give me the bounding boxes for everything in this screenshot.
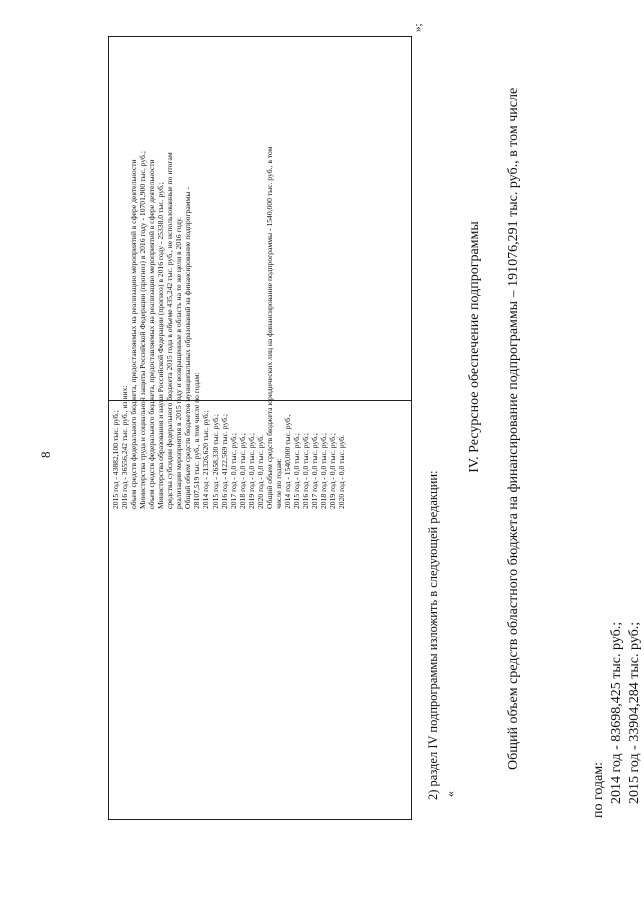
table-line: 2016 год - 4122,569 тыс. руб.; xyxy=(219,413,229,509)
table-line: 2020 год - 0,0 тыс. руб. xyxy=(337,435,347,509)
passport-table xyxy=(108,36,412,820)
section-heading: IV. Ресурсное обеспечение подпрограммы xyxy=(467,221,482,473)
funding-years xyxy=(590,621,644,818)
table-line: 2015 год - 43882,100 тыс. руб.; xyxy=(111,410,120,509)
table-line: Общий объем средств бюджетов муниципальных образований на финансирование подпрограммы - xyxy=(183,187,193,509)
table-line: 2014 год - 21326,620 тыс. руб.; xyxy=(201,410,211,509)
table-line: Министерства труда и социальной защиты Российской Федерации (прогноз) в 2016 году - 10701,900 тыс. руб.; xyxy=(138,151,148,509)
closing-quote: »; xyxy=(412,23,424,32)
table-line: 2018 год - 0,0 тыс. руб.; xyxy=(319,432,329,509)
table-line: числе по годам: xyxy=(273,458,283,509)
table-line: 2020 год - 0,0 тыс. руб. xyxy=(255,435,265,509)
table-cell-text xyxy=(111,39,346,509)
table-line: 28107,519 тыс. руб., в том числе по годам: xyxy=(192,372,202,509)
table-line: 2017 год - 0,0 тыс. руб.; xyxy=(228,432,238,509)
table-line: 2019 год - 0,0 тыс. руб.; xyxy=(328,432,338,509)
page-number: 8 xyxy=(38,451,53,458)
table-line: 2015 год - 0,0 тыс. руб.; xyxy=(291,432,301,509)
table-line: 2019 год - 0,0 тыс. руб.; xyxy=(246,432,256,509)
table-line: 2017 год - 0,0 тыс. руб.; xyxy=(310,432,320,509)
body-line: 2014 год - 83698,425 тыс. руб.; xyxy=(609,621,624,804)
body-line: 2015 год - 33904,284 тыс. руб.; xyxy=(627,621,642,804)
section-intro: 2) раздел IV подпрограммы изложить в следующей редакции: xyxy=(426,470,440,800)
table-line: 2016 год - 0,0 тыс. руб.; xyxy=(300,432,310,509)
table-line: объем средств федерального бюджета, предоставляемых на реализацию мероприятий в сфере деятельности xyxy=(129,159,139,509)
opening-quote: « xyxy=(443,791,457,797)
table-line: Министерства образования и науки Российской Федерации (прогноз) в 2016 году - 25338,0 тыс. руб.; xyxy=(156,182,166,509)
table-line: 2014 год - 1540,000 тыс. руб., xyxy=(282,414,292,509)
body-line: по годам: xyxy=(591,761,606,818)
table-line: реализации мероприятия в 2015 году и возвращенные в область на те же цели в 2016 году. xyxy=(174,217,184,509)
table-line: объем средств федерального бюджета, предоставляемых на реализацию мероприятий в сфере деятельности xyxy=(147,159,157,509)
table-line: 2018 год - 0,0 тыс. руб.; xyxy=(237,432,247,509)
body-line: Общий объем средств областного бюджета на финансирование подпрограммы – 191076,291 тыс. руб., в том числе xyxy=(506,87,521,770)
table-line: средства субсидии федерального бюджета 2015 года в объеме 435,242 тыс. руб., не использованные по итогам xyxy=(165,152,175,509)
table-line: Общий объем средств бюджета юридических лиц на финансирование подпрограммы - 1540,000 тыс. руб., в том xyxy=(264,146,274,509)
funding-paragraph xyxy=(505,20,523,800)
table-line: 2016 год - 36556,242 тыс. руб., из них: xyxy=(120,385,130,509)
table-line: 2015 год - 2658,330 тыс. руб.; xyxy=(210,413,220,509)
